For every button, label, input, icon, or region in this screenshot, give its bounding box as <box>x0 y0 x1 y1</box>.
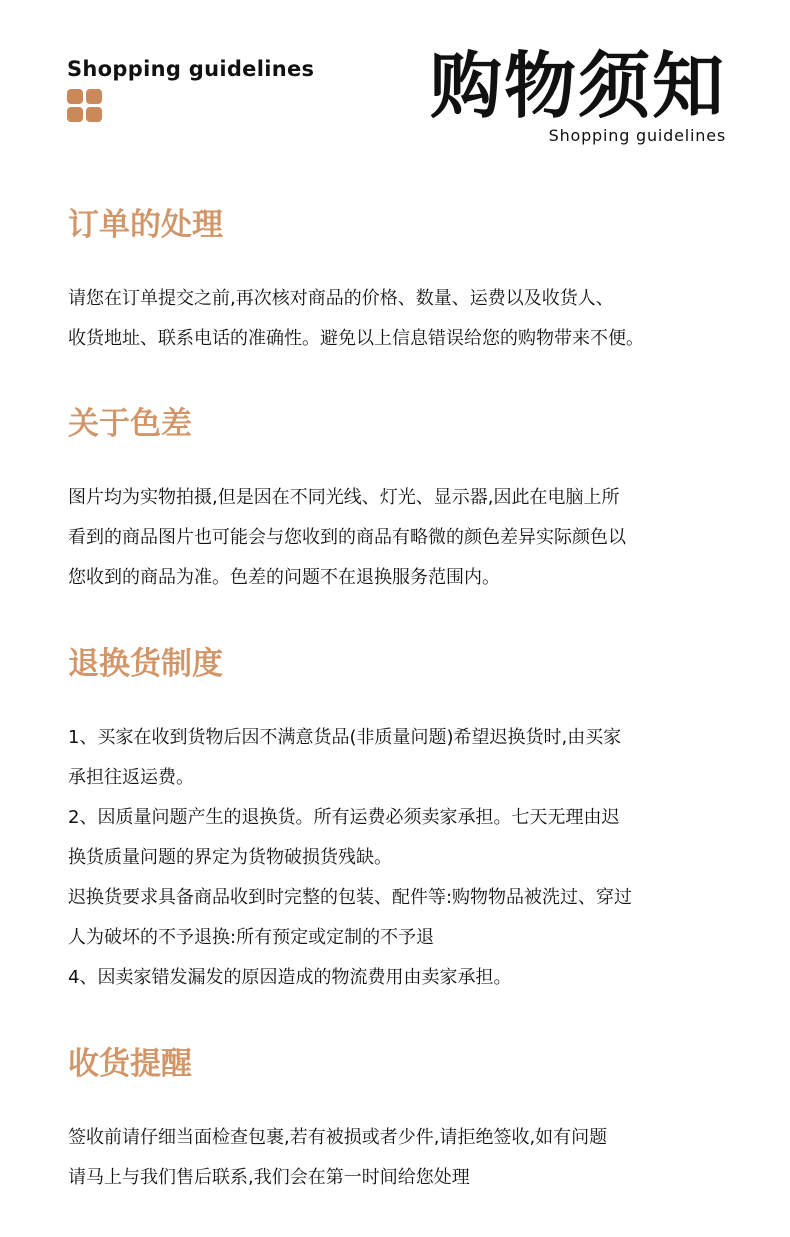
text-line: 请马上与我们售后联系,我们会在第一时间给您处理 <box>68 1167 470 1188</box>
grid-icon <box>67 89 103 122</box>
section-body-color-difference <box>68 478 738 598</box>
text-line: 承担往返运费。 <box>68 767 194 788</box>
text-line: 请您在订单提交之前,再次核对商品的价格、数量、运费以及收货人、 <box>68 288 614 309</box>
header-subtitle-right: Shopping guidelines <box>548 126 726 145</box>
text-line: 1、买家在收到货物后因不满意货品(非质量问题)希望迟换货时,由买家 <box>68 727 622 748</box>
section-body-order-processing <box>68 279 738 359</box>
header-subtitle-left: Shopping guidelines <box>67 57 315 81</box>
page-title: 购物须知 <box>429 44 726 128</box>
text-line: 人为破坏的不予退换:所有预定或定制的不予退 <box>68 927 435 948</box>
text-line: 换货质量问题的界定为货物破损货残缺。 <box>68 847 392 868</box>
section-body-return-policy <box>68 718 738 998</box>
section-heading-return-policy: 退换货制度 <box>68 646 223 682</box>
text-line: 您收到的商品为准。色差的问题不在退换服务范围内。 <box>68 567 500 588</box>
text-line: 看到的商品图片也可能会与您收到的商品有略微的颜色差异实际颜色以 <box>68 527 626 548</box>
section-heading-color-difference: 关于色差 <box>68 406 192 442</box>
section-heading-order-processing: 订单的处理 <box>68 207 223 243</box>
text-line: 2、因质量问题产生的退换货。所有运费必须卖家承担。七天无理由迟 <box>68 807 620 828</box>
text-line: 签收前请仔细当面检查包裹,若有被损或者少件,请拒绝签收,如有问题 <box>68 1127 608 1148</box>
text-line: 图片均为实物拍摄,但是因在不同光线、灯光、显示器,因此在电脑上所 <box>68 487 620 508</box>
text-line: 4、因卖家错发漏发的原因造成的物流费用由卖家承担。 <box>68 967 512 988</box>
section-body-delivery-reminder <box>68 1118 738 1198</box>
text-line: 迟换货要求具备商品收到时完整的包装、配件等:购物物品被洗过、穿过 <box>68 887 633 908</box>
section-heading-delivery-reminder: 收货提醒 <box>68 1046 192 1082</box>
text-line: 收货地址、联系电话的准确性。避免以上信息错误给您的购物带来不便。 <box>68 328 644 349</box>
